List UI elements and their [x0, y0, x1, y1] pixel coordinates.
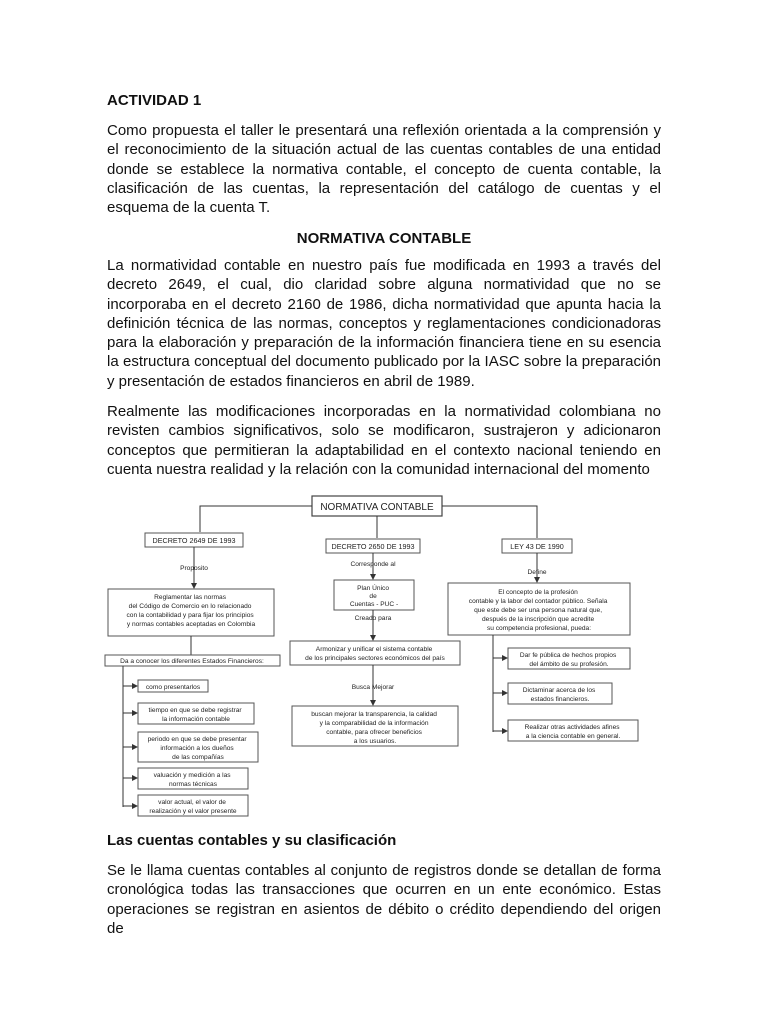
left-item-line: periodo en que se debe presentar [147, 736, 247, 743]
right-item-line: estados financieros. [530, 696, 590, 703]
harmonize-line: Armonizar y unificar el sistema contable [315, 646, 433, 653]
improve-line: contable, para ofrecer beneficios [326, 729, 422, 736]
improve-line: a los usuarios. [353, 738, 397, 745]
puc-line: Plan Único [357, 585, 390, 592]
puc-line: Cuentas - PUC - [349, 601, 399, 608]
link-creado: Creado para [354, 615, 392, 622]
harmonize-line: de los principales sectores económicos del país [305, 655, 445, 662]
concept-map-title: NORMATIVA CONTABLE [320, 502, 434, 513]
right-item-line: Dictaminar acerca de los [522, 687, 596, 694]
left-item-line: información a los dueños [160, 745, 234, 752]
link-define: Define [527, 569, 547, 576]
purpose-line: con la contabilidad y para fijar los principios [126, 612, 254, 619]
section-title: NORMATIVA CONTABLE [296, 230, 472, 247]
left-item-line: la información contable [162, 716, 230, 723]
right-item-line: a la ciencia contable en general. [525, 733, 621, 740]
accounts-subheading: Las cuentas contables y su clasificación [107, 832, 397, 849]
purpose-line: y normas contables aceptadas en Colombia [126, 621, 256, 628]
decreto-2649-label: DECRETO 2649 DE 1993 [152, 536, 236, 545]
paragraph-cuentas: Se le llama cuentas contables al conjunto de registros donde se detallan de forma cronológica todas las transacciones que ocurren en un ente económico. Estas operaciones se registran en asientos de débito o crédito dependiendo del origen de [107, 862, 661, 937]
left-item-line: valuación y medición a las [153, 772, 231, 779]
paragraph-modificaciones: Realmente las modificaciones incorporadas en la normatividad colombiana no revisten cambios significativos, solo se modificaron, sustrajeron y adicionaron conceptos que permitieran la adaptabilidad en el contexto nacional teniendo en cuenta nuestra realidad y la relación con la comunidad internacional del momento [107, 403, 661, 478]
concept-line: que este debe ser una persona natural que, [474, 607, 603, 614]
left-item-line: tiempo en que se debe registrar [148, 707, 242, 714]
decreto-2650-label: DECRETO 2650 DE 1993 [331, 542, 415, 551]
left-item-text: como presentarlos [145, 684, 201, 691]
purpose-line: del Código de Comercio en lo relacionado [128, 603, 252, 610]
intro-paragraph: Como propuesta el taller le presentará una reflexión orientada a la comprensión y el reconocimiento de la situación actual de las cuentas contables de una entidad donde se establece la normativa contable, el concepto de cuenta contable, la clasificación de las cuentas, la representación del catálogo de cuentas y el esquema de la cuenta T. [107, 122, 661, 217]
improve-line: y la comparabilidad de la información [319, 720, 429, 727]
concept-line: El concepto de la profesión [498, 589, 578, 596]
ley-43-label: LEY 43 DE 1990 [510, 542, 564, 551]
left-item-line: normas técnicas [168, 781, 218, 788]
concept-line: contable y la labor del contador público. Señala [468, 598, 608, 605]
link-corresponde: Corresponde al [350, 561, 396, 568]
activity-heading: ACTIVIDAD 1 [107, 92, 202, 109]
right-item-line: Dar fe pública de hechos propios [519, 652, 617, 659]
link-proposito: Proposito [180, 565, 208, 572]
concept-line: después de la inscripción que acredite [481, 616, 595, 623]
states-label: Da a conocer los diferentes Estados Financieros: [120, 658, 264, 665]
concept-line: su competencia profesional, pueda: [486, 625, 592, 632]
paragraph-normatividad: La normatividad contable en nuestro país fue modificada en 1993 a través del decreto 2649, el cual, dio claridad sobre alguna normatividad que no se incorporaba en el decreto 2160 de 1986, dicha normatividad que apunta hacia la definición técnica de las normas, conceptos y reglamentaciones condicionadoras para la elaboración y preparación de la información financiera tiene en su esencia la estructura conceptual del documento publicado por la IASC sobre la preparación y presentación de estados financieros en abril de 1989. [107, 257, 661, 390]
left-item-line: valor actual, el valor de [158, 799, 226, 806]
link-busca: Busca Mejorar [351, 684, 395, 691]
improve-line: buscan mejorar la transparencia, la calidad [311, 711, 437, 718]
right-item-line: del ámbito de su profesión. [529, 661, 609, 668]
puc-line: de [369, 593, 377, 600]
right-item-line: Realizar otras actividades afines [524, 724, 620, 731]
left-item-line: realización y el valor presente [149, 808, 237, 815]
left-item-line: de las compañías [172, 754, 224, 761]
purpose-line: Reglamentar las normas [154, 594, 226, 601]
